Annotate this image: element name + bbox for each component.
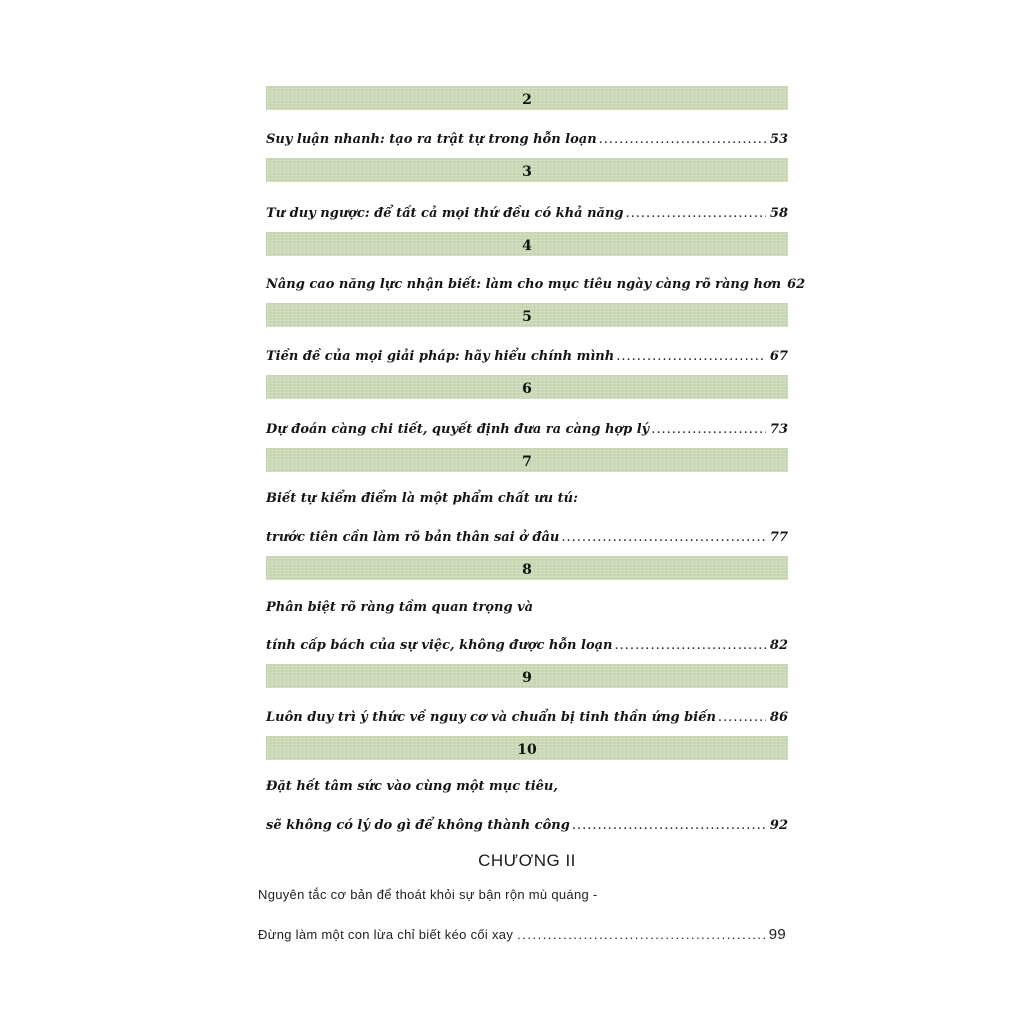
chapter-page-number: 99 — [768, 926, 786, 943]
toc-page-number: 67 — [769, 349, 788, 364]
toc-page-number: 73 — [769, 422, 788, 437]
toc-page-number: 53 — [769, 132, 788, 147]
toc-entry-title: Dự đoán càng chi tiết, quyết định đưa ra càng hợp lý — [266, 422, 650, 437]
toc-entry-2 — [266, 132, 788, 147]
toc-page-number: 82 — [769, 638, 788, 653]
toc-entry-3 — [266, 206, 788, 221]
toc-entry-title: trước tiên cần làm rõ bản thân sai ở đâu — [266, 530, 560, 545]
toc-entry-7 — [266, 530, 788, 545]
toc-page-number: 92 — [769, 818, 788, 833]
dot-leader — [718, 710, 766, 725]
section-band-10 — [266, 736, 788, 760]
section-number: 5 — [522, 309, 532, 325]
section-number: 10 — [517, 742, 537, 758]
section-number: 4 — [522, 238, 532, 254]
toc-entry-10-line-1: Đặt hết tâm sức vào cùng một mục tiêu, — [266, 779, 558, 794]
chapter-entry-line-1: Nguyên tắc cơ bản để thoát khỏi sự bận rộn mù quáng - — [258, 887, 598, 902]
toc-entry-10 — [266, 818, 788, 833]
chapter-heading: CHƯƠNG II — [478, 851, 576, 870]
chapter-entry-title: Đừng làm một con lừa chỉ biết kéo cối xay — [258, 927, 514, 942]
toc-entry-title: Suy luận nhanh: tạo ra trật tự trong hỗn loạn — [266, 132, 597, 147]
section-number: 8 — [522, 562, 532, 578]
toc-page-number: 86 — [769, 710, 788, 725]
section-number: 2 — [522, 92, 532, 108]
section-band-5 — [266, 303, 788, 327]
toc-entry-8-line-1: Phân biệt rõ ràng tầm quan trọng và — [266, 600, 534, 615]
section-band-3 — [266, 158, 788, 182]
toc-entry-5 — [266, 349, 788, 364]
dot-leader — [572, 818, 766, 833]
toc-entry-7-line-1: Biết tự kiểm điểm là một phẩm chất ưu tú: — [266, 491, 578, 506]
section-number: 7 — [522, 454, 532, 470]
toc-entry-4 — [266, 277, 806, 292]
dot-leader — [616, 349, 766, 364]
toc-entry-title: Nâng cao năng lực nhận biết: làm cho mục tiêu ngày càng rõ ràng hơn — [266, 277, 782, 292]
toc-entry-9 — [266, 710, 788, 725]
dot-leader — [651, 422, 766, 437]
toc-entry-title: Tiền đề của mọi giải pháp: hãy hiểu chính mình — [266, 349, 615, 364]
section-band-9 — [266, 664, 788, 688]
toc-page-number: 77 — [769, 530, 788, 545]
toc-entry-title: tính cấp bách của sự việc, không được hỗn loạn — [266, 638, 613, 653]
toc-entry-title: Luôn duy trì ý thức về nguy cơ và chuẩn bị tinh thần ứng biến — [266, 710, 716, 725]
section-band-8 — [266, 556, 788, 580]
toc-entry-6 — [266, 422, 788, 437]
dot-leader — [626, 206, 766, 221]
toc-entry-title: Tư duy ngược: để tất cả mọi thứ đều có khả năng — [266, 206, 624, 221]
toc-entry-8 — [266, 638, 788, 653]
dot-leader — [599, 132, 766, 147]
section-number: 6 — [522, 381, 532, 397]
dot-leader — [561, 530, 766, 545]
dot-leader — [615, 638, 766, 653]
toc-page-number: 58 — [769, 206, 788, 221]
section-band-7 — [266, 448, 788, 472]
section-band-6 — [266, 375, 788, 399]
toc-entry-title: sẽ không có lý do gì để không thành công — [266, 818, 570, 833]
section-band-2 — [266, 86, 788, 110]
section-number: 3 — [522, 164, 532, 180]
chapter-entry — [258, 926, 786, 943]
section-band-4 — [266, 232, 788, 256]
toc-page-number: 62 — [787, 277, 806, 292]
dot-leader — [517, 927, 765, 942]
section-number: 9 — [522, 670, 532, 686]
